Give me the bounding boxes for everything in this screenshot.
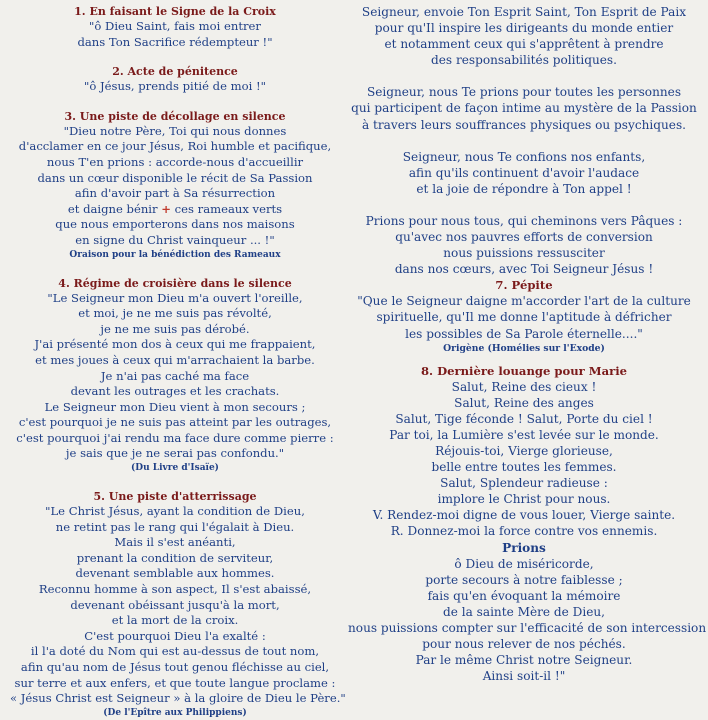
prayer-line: "Le Seigneur mon Dieu m'a ouvert l'oreille,: [47, 290, 303, 305]
prayer-line: C'est pourquoi Dieu l'a exalté :: [84, 628, 266, 643]
prayer-line: Par toi, la Lumière s'est levée sur le monde.: [389, 427, 659, 442]
prayer-line: V. Rendez-moi digne de vous louer, Vierge sainte.: [372, 508, 676, 523]
prayer-line: Salut, Reine des anges: [454, 395, 594, 410]
intercession-line: à travers leurs souffrances physiques ou psychiques.: [361, 117, 687, 132]
cross-icon: +: [161, 201, 171, 216]
prayer-line: implore le Christ pour nous.: [437, 492, 611, 507]
prayer-line: dans un cœur disponible le récit de Sa Passion: [37, 170, 313, 185]
section-3-source: Oraison pour la bénédiction des Rameaux: [69, 249, 281, 260]
prayer-line: en signe du Christ vainqueur ... !": [75, 232, 275, 247]
intercession-line: nous puissions ressusciter: [443, 246, 605, 261]
left-column: [10, 4, 346, 720]
prayer-line: afin qu'au nom de Jésus tout genou fléchisse au ciel,: [20, 660, 330, 674]
prayer-line: J'ai présenté mon dos à ceux qui me frappaient,: [34, 337, 316, 352]
section-5-source: (De l'Epître aux Philippiens): [103, 707, 247, 718]
prayer-line: nous puissions compter sur l'efficacité de son intercession: [348, 621, 707, 635]
prayer-line: "Le Christ Jésus, ayant la condition de Dieu,: [45, 504, 305, 519]
prayer-line: devant les outrages et les crachats.: [70, 384, 280, 399]
prayer-line: Reconnu homme à son aspect, Il s'est abaissé,: [38, 582, 312, 597]
blessing-line: [10, 202, 340, 218]
prayer-line: et mes joues à ceux qui m'arrachaient la barbe.: [35, 352, 315, 367]
prayer-line: Salut, Splendeur radieuse :: [440, 476, 608, 491]
prayer-line: que nous emporterons dans nos maisons: [55, 217, 295, 232]
prayer-line: spirituelle, qu'Il me donne l'aptitude à défricher: [376, 310, 672, 325]
section-4-title: 4. Régime de croisière dans le silence: [58, 276, 292, 290]
intercession-line: qui participent de façon intime au mystère de la Passion: [351, 101, 697, 116]
section-4-source: (Du Livre d'Isaïe): [131, 463, 219, 474]
right-column: [348, 4, 707, 684]
prayer-line: belle entre toutes les femmes.: [431, 460, 617, 475]
blessing-text-pre: et daigne bénir: [67, 201, 158, 216]
prayer-line: de la sainte Mère de Dieu,: [442, 604, 606, 619]
prayer-line: R. Donnez-moi la force contre vos ennemis.: [390, 524, 658, 539]
prayer-line: "ô Dieu Saint, fais moi entrer: [89, 19, 261, 33]
prayer-line: "Que le Seigneur daigne m'accorder l'art de la culture: [357, 294, 691, 309]
prayer-line: « Jésus Christ est Seigneur » à la gloire de Dieu le Père.": [10, 691, 346, 706]
prayer-line: afin d'avoir part à Sa résurrection: [74, 186, 276, 201]
intercession-line: pour qu'Il inspire les dirigeants du monde entier: [374, 21, 674, 36]
section-8-title: 8. Dernière louange pour Marie: [420, 363, 628, 378]
intercession-line: afin qu'ils continuent d'avoir l'audace: [408, 165, 640, 180]
prayer-line: porte secours à notre faiblesse ;: [425, 572, 623, 587]
prayer-line: il l'a doté du Nom qui est au-dessus de tout nom,: [30, 644, 320, 659]
prions-heading: Prions: [502, 540, 546, 555]
intercession-line: Prions pour nous tous, qui cheminons vers Pâques :: [365, 213, 683, 228]
prayer-line: Mais il s'est anéanti,: [114, 535, 236, 550]
section-7-title: 7. Pépite: [495, 278, 553, 293]
intercession-line: Seigneur, envoie Ton Esprit Saint, Ton Esprit de Paix: [361, 5, 687, 19]
prayer-line: Par le même Christ notre Seigneur.: [415, 653, 633, 668]
prayer-line: Ainsi soit-il !": [482, 669, 566, 684]
prayer-line: Réjouis-toi, Vierge glorieuse,: [435, 443, 613, 458]
prayer-line: Je n'ai pas caché ma face: [100, 368, 250, 383]
blessing-text-post: ces rameaux verts: [174, 201, 283, 216]
prayer-line: prenant la condition de serviteur,: [76, 550, 274, 565]
prayer-line: c'est pourquoi je ne suis pas atteint par les outrages,: [18, 415, 332, 430]
intercession-line: qu'avec nos pauvres efforts de conversion: [395, 230, 653, 245]
prayer-line: sur terre et aux enfers, et que toute langue proclame :: [14, 675, 336, 690]
prayer-line: devenant obéissant jusqu'à la mort,: [70, 597, 280, 612]
section-2-title: 2. Acte de pénitence: [112, 65, 238, 79]
intercession-line: et notamment ceux qui s'apprêtent à prendre: [384, 37, 664, 52]
prayer-line: c'est pourquoi j'ai rendu ma face dure comme pierre :: [16, 430, 334, 445]
prayer-line: et moi, je ne me suis pas révolté,: [78, 306, 272, 321]
prayer-line: Le Seigneur mon Dieu vient à mon secours ;: [44, 399, 306, 414]
intercession-line: dans nos cœurs, avec Toi Seigneur Jésus !: [394, 262, 654, 277]
prayer-line: Salut, Tige féconde ! Salut, Porte du ciel !: [395, 411, 653, 426]
intercession-line: Seigneur, nous Te confions nos enfants,: [402, 149, 646, 164]
prayer-line: Salut, Reine des cieux !: [451, 379, 597, 394]
prayer-line: les possibles de Sa Parole éternelle....": [405, 326, 643, 341]
prayer-line: ne retint pas le rang qui l'égalait à Dieu.: [55, 519, 295, 534]
prayer-line: ô Dieu de miséricorde,: [454, 556, 594, 571]
prayer-line: "ô Jésus, prends pitié de moi !": [84, 79, 266, 94]
section-1-title: 1. En faisant le Signe de la Croix: [74, 5, 276, 18]
prayer-line: je ne me suis pas dérobé.: [100, 321, 250, 336]
prayer-line: fais qu'en évoquant la mémoire: [427, 588, 621, 603]
intercession-line: et la joie de répondre à Ton appel !: [416, 181, 632, 196]
section-7-source: Origène (Homélies sur l'Exode): [443, 342, 605, 354]
prayer-line: pour nous relever de nos péchés.: [422, 637, 626, 652]
intercession-line: des responsabilités politiques.: [431, 53, 617, 68]
prayer-line: d'acclamer en ce jour Jésus, Roi humble et pacifique,: [18, 139, 332, 154]
prayer-line: je sais que je ne serai pas confondu.": [65, 446, 285, 461]
prayer-line: et la mort de la croix.: [111, 613, 239, 628]
intercession-line: Seigneur, nous Te prions pour toutes les personnes: [366, 85, 682, 100]
prayer-line: dans Ton Sacrifice rédempteur !": [77, 34, 273, 49]
section-3-title: 3. Une piste de décollage en silence: [64, 109, 286, 123]
prayer-line: devenant semblable aux hommes.: [75, 566, 275, 581]
section-5-title: 5. Une piste d'atterrissage: [93, 490, 257, 504]
prayer-line: "Dieu notre Père, Toi qui nous donnes: [63, 123, 287, 138]
prayer-line: nous T'en prions : accorde-nous d'accueillir: [46, 154, 304, 169]
